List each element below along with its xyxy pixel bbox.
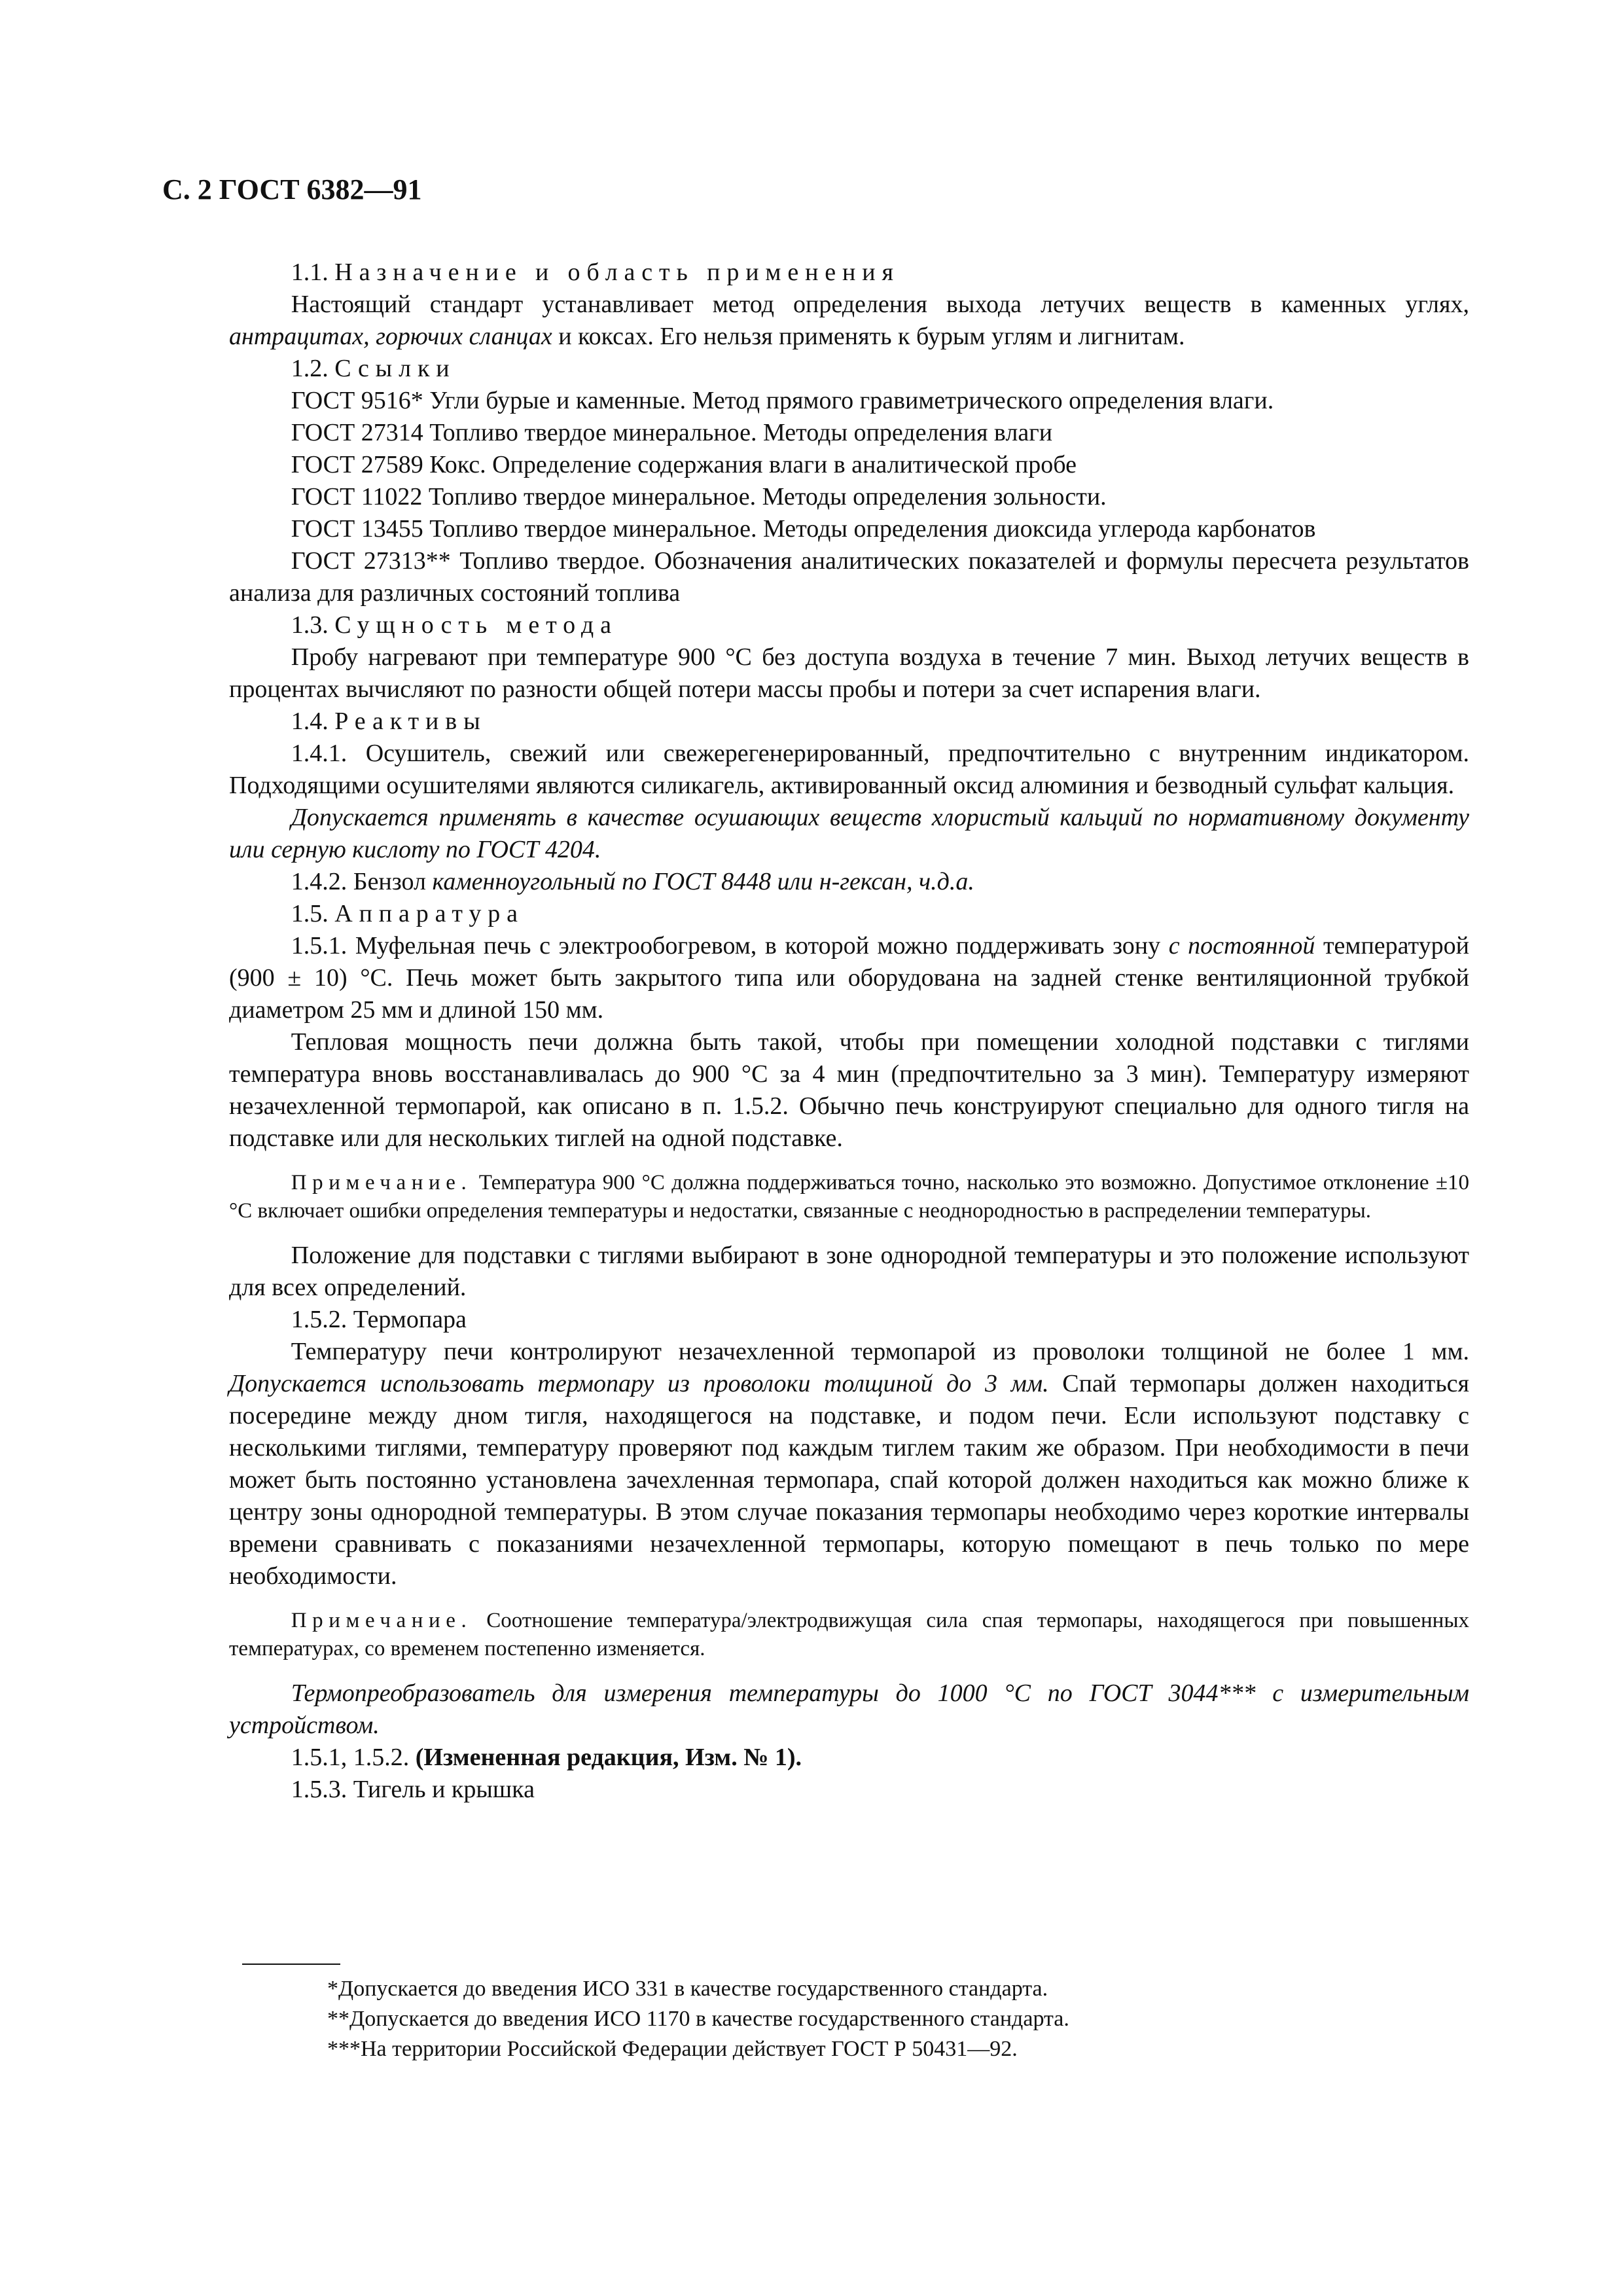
reference-item: ГОСТ 27314 Топливо твердое минеральное. Методы определения влаги (291, 419, 1053, 446)
heading-number: 1.3. (291, 611, 329, 639)
section-heading-1-5 (229, 898, 1469, 930)
note-thermocouple (229, 1607, 1469, 1663)
footnotes (229, 1964, 1469, 2064)
italic-run: с измерительным устройством. (229, 1679, 1469, 1739)
heading-number: 1.2. (291, 355, 329, 382)
paragraph-thermoconverter (229, 1677, 1469, 1742)
heading-text: Назначение и область применения (334, 259, 900, 286)
note-text: Температура 900 °С должна поддерживаться точно, насколько это возможно. Допустимое отклонение ±10 °С включает ошибки определения температуры и недостатки, связанные с неоднородностью в распределении температуры. (229, 1171, 1470, 1223)
section-heading-1-4 (229, 706, 1469, 738)
note-text: Соотношение температура/электродвижущая сила спая термопары, находящегося при повышенных температурах, со временем постепенно изменяется. (229, 1609, 1470, 1660)
heading-number: 1.1. (291, 259, 329, 286)
heading-number: 1.4. (291, 708, 329, 735)
text-run: 1.5.1, 1.5.2. (291, 1744, 410, 1771)
heading-text: Реактивы (334, 708, 487, 735)
text-run: Температуру печи контролируют незачехленной термопарой из проволоки толщиной не более 1 мм. (291, 1338, 1469, 1365)
italic-run: антрацитах, горючих сланцах (229, 323, 552, 350)
reference-item: ГОСТ 11022 Топливо твердое минеральное. Методы определения зольности. (291, 483, 1107, 511)
footnote-item: ***На территории Российской Федерации действует ГОСТ Р 50431—92. (327, 2037, 1018, 2061)
section-heading-1-1 (229, 257, 1469, 289)
text-run: Настоящий стандарт устанавливает метод определения выхода летучих веществ в каменных углях, (291, 291, 1469, 318)
paragraph-stand-position: Положение для подставки с тиглями выбирают в зоне однородной температуры и это положение используют для всех определений. (229, 1242, 1469, 1301)
paragraph-1-5-1 (229, 930, 1469, 1026)
paragraph-1-4-1-italic: Допускается применять в качестве осушающих веществ хлористый кальций по нормативному документу или серную кислоту по ГОСТ 4204. (229, 804, 1469, 863)
paragraph-1-1 (229, 289, 1469, 353)
paragraph-1-3: Пробу нагревают при температуре 900 °С без доступа воздуха в течение 7 мин. Выход летучих веществ в процентах вычисляют по разности общей потери массы пробы и потери за счет испарения влаги. (229, 643, 1469, 703)
paragraph-thermocouple (229, 1336, 1469, 1592)
section-heading-1-3 (229, 609, 1469, 641)
heading-text: Ссылки (334, 355, 456, 382)
reference-item: ГОСТ 27313** Топливо твердое. Обозначения аналитических показателей и формулы пересчета результатов анализа для различных состояний топлива (229, 547, 1469, 607)
text-run: температурой (900 ± 10) °С. Печь может быть закрытого типа или оборудована на задней стенке вентиляционной трубкой диаметром 25 мм и длиной 150 мм. (229, 932, 1469, 1024)
text-run: и коксах. Его нельзя применять к бурым углям и лигнитам. (558, 323, 1185, 350)
heading-text: Сущность метода (334, 611, 618, 639)
section-heading-1-2 (229, 353, 1469, 385)
note-label: Примечание. (291, 1609, 473, 1632)
document-body (229, 257, 1469, 1806)
text-run: 1.4.2. Бензол (291, 868, 427, 895)
italic-run: Термопреобразователь для измерения температуры до 1000 °С по ГОСТ 3044 (291, 1679, 1219, 1707)
note-label: Примечание. (291, 1171, 473, 1194)
paragraph-revision (229, 1742, 1469, 1774)
subsection-heading-1-5-2: 1.5.2. Термопара (291, 1306, 467, 1333)
reference-item: ГОСТ 13455 Топливо твердое минеральное. Методы определения диоксида углерода карбонатов (291, 515, 1316, 543)
subsection-heading-1-5-3: 1.5.3. Тигель и крышка (291, 1776, 535, 1803)
heading-number: 1.5. (291, 900, 329, 927)
reference-item: ГОСТ 9516* Угли бурые и каменные. Метод прямого гравиметрического определения влаги. (291, 387, 1274, 414)
heading-text: Аппаратура (334, 900, 524, 927)
paragraph-1-4-2 (229, 866, 1469, 898)
reference-item: ГОСТ 27589 Кокс. Определение содержания влаги в аналитической пробе (291, 451, 1077, 478)
paragraph-furnace-power: Тепловая мощность печи должна быть такой, чтобы при помещении холодной подставки с тиглями температура вновь восстанавливалась до 900 °С за 4 мин (предпочтительно за 3 мин). Температуру измеряют незачехленной термопарой, как описано в п. 1.5.2. Обычно печь конструируют специально для одного тигля на подставке или для нескольких тиглей на одной подставке. (229, 1028, 1469, 1152)
italic-run: каменноугольный по ГОСТ 8448 или н-гексан, ч.д.а. (432, 868, 974, 895)
note-temperature (229, 1169, 1469, 1225)
footnote-mark: *** (1218, 1679, 1256, 1707)
page-header: С. 2 ГОСТ 6382—91 (162, 173, 422, 206)
text-run: 1.5.1. Муфельная печь с электрообогревом, в которой можно поддерживать зону (291, 932, 1161, 960)
paragraph-1-4-1: 1.4.1. Осушитель, свежий или свежерегенерированный, предпочтительно с внутренним индикатором. Подходящими осушителями являются силикагель, активированный оксид алюминия и безводный сульфат кальция. (229, 740, 1469, 799)
text-run: Спай термопары должен находиться посередине между дном тигля, находящегося на подставке, и подом печи. Если используют подставку с несколькими тиглями, температуру проверяют под каждым тиглем таким же образом. При необходимости в печи может быть постоянно установлена зачехленная термопара, спай которой должен находиться как можно ближе к центру зоны однородной температуры. В этом случае показания термопары необходимо через короткие интервалы времени сравнивать с показаниями незачехленной термопары, которую помещают в печь только по мере необходимости. (229, 1370, 1469, 1590)
italic-run: Допускается использовать термопару из проволоки толщиной до 3 мм. (229, 1370, 1049, 1397)
footnote-rule (242, 1964, 340, 1965)
italic-run: с постоянной (1168, 932, 1315, 960)
bold-run: (Измененная редакция, Изм. № 1). (415, 1744, 802, 1771)
footnote-item: *Допускается до введения ИСО 331 в качестве государственного стандарта. (327, 1977, 1048, 2001)
footnote-item: **Допускается до введения ИСО 1170 в качестве государственного стандарта. (327, 2007, 1069, 2031)
